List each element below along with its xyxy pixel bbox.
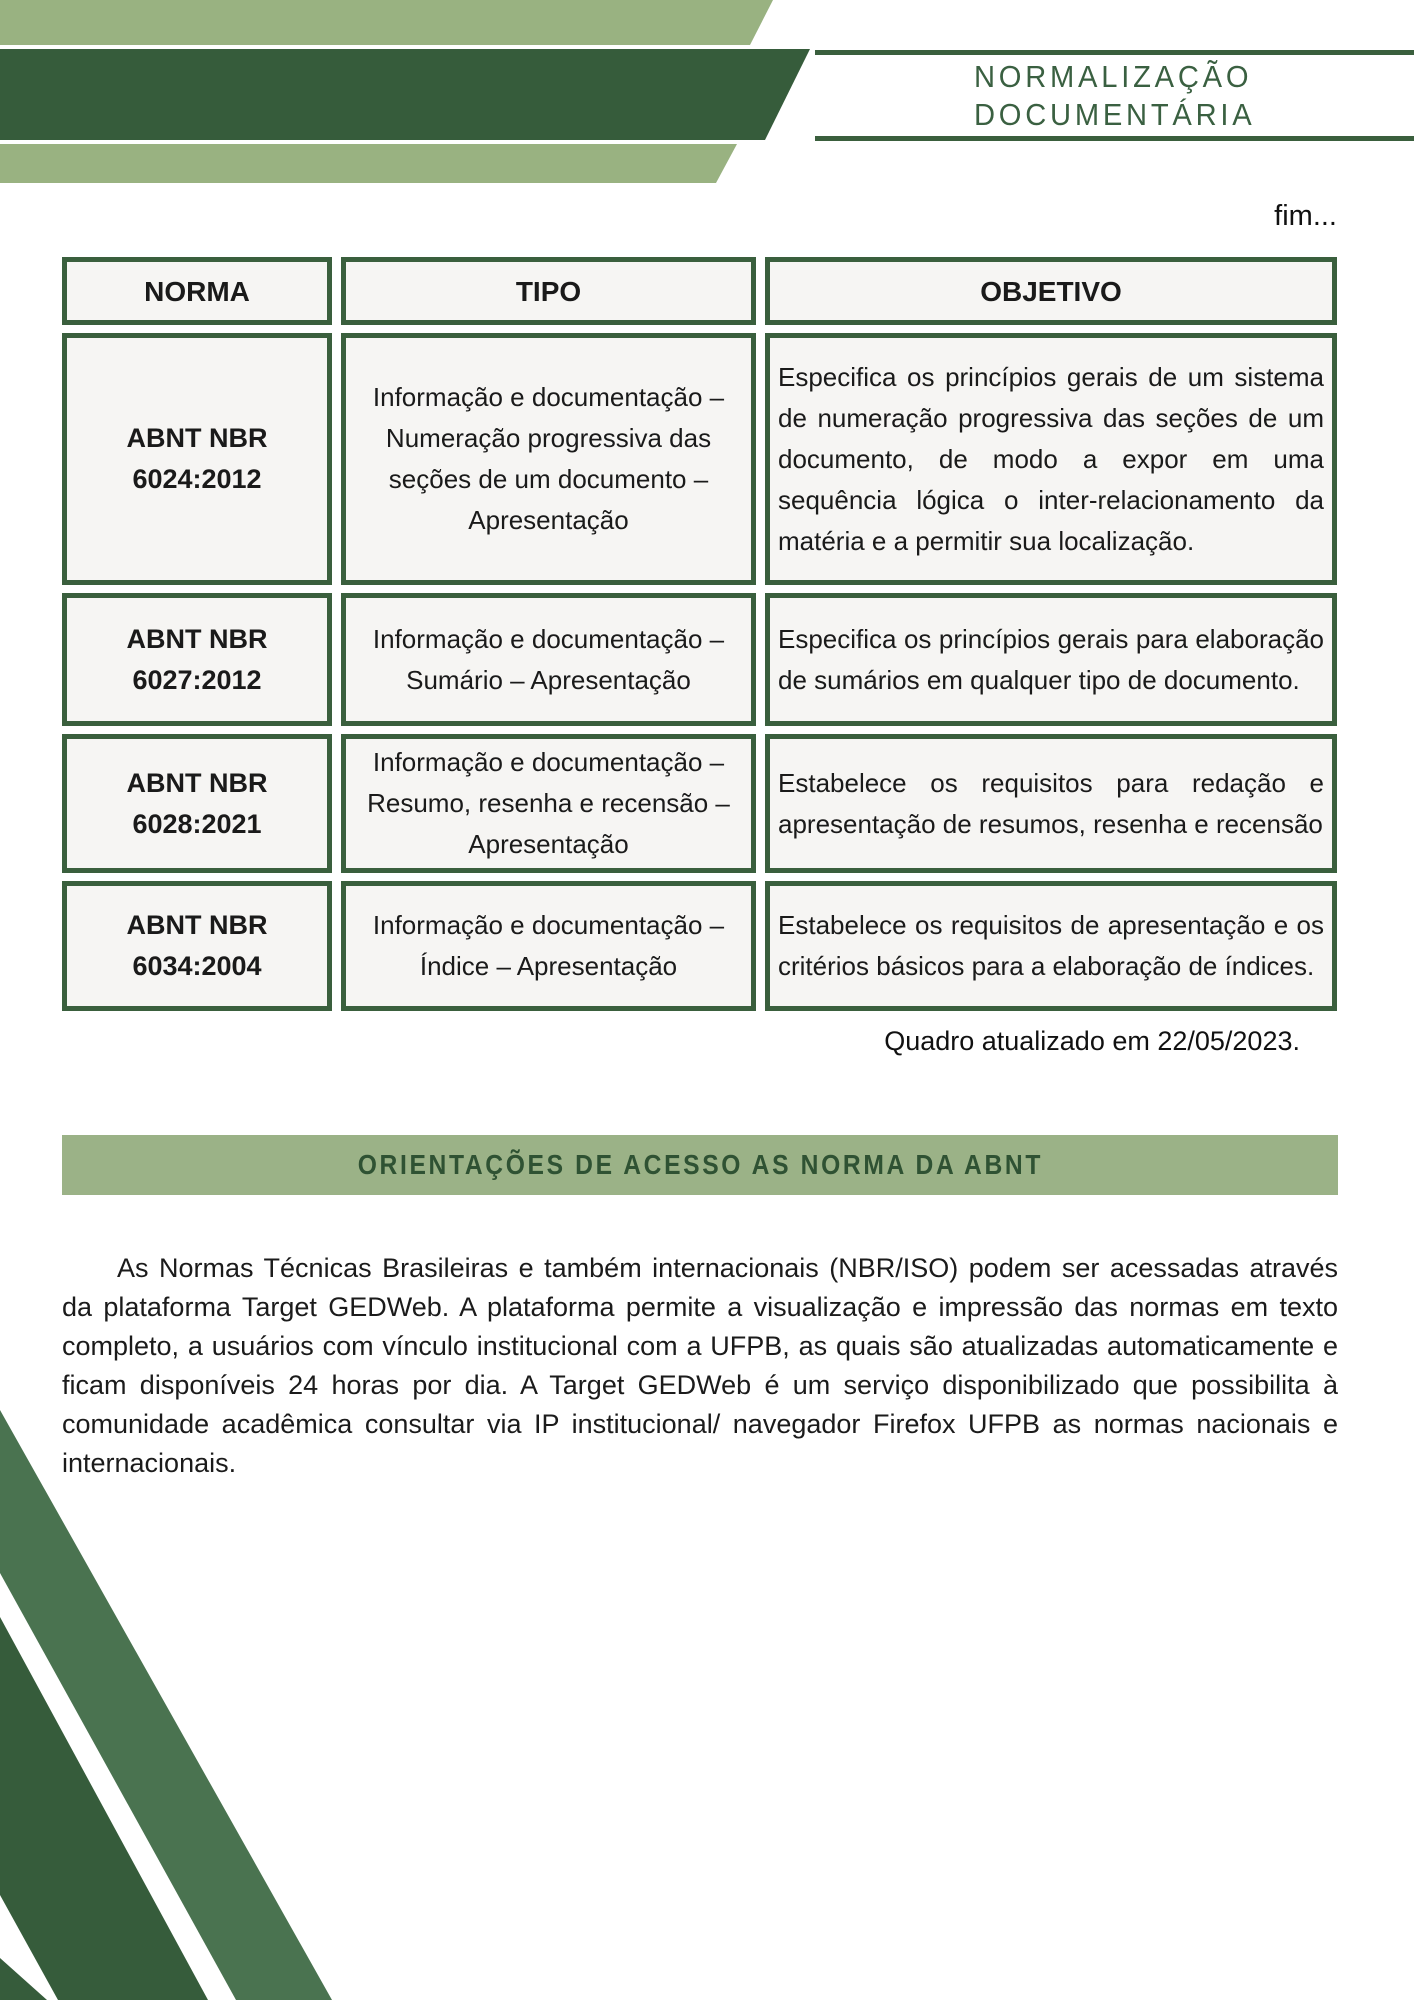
document-title-box xyxy=(815,50,1414,141)
footer-decoration xyxy=(0,1400,700,2000)
tipo-cell: Informação e documentação – Sumário – Apresentação xyxy=(341,593,756,726)
norma-code-line2: 6034:2004 xyxy=(132,951,262,981)
column-header-tipo: TIPO xyxy=(341,257,756,325)
table-row xyxy=(62,734,1337,873)
tipo-cell: Informação e documentação – Índice – Apresentação xyxy=(341,881,756,1011)
column-header-objetivo: OBJETIVO xyxy=(765,257,1337,325)
document-title-line2: DOCUMENTÁRIA xyxy=(973,96,1256,132)
objetivo-cell: Estabelece os requisitos de apresentação e os critérios básicos para a elaboração de índices. xyxy=(765,881,1337,1011)
section-banner xyxy=(62,1135,1338,1195)
norma-code-line1: ABNT NBR xyxy=(126,767,268,798)
norma-code-line1: ABNT NBR xyxy=(126,423,268,453)
section-banner-title: ORIENTAÇÕES DE ACESSO AS NORMA DA ABNT xyxy=(357,1149,1043,1180)
norma-code-line2: 6028:2021 xyxy=(132,808,262,839)
tipo-cell: Informação e documentação – Resumo, resenha e recensão – Apresentação xyxy=(341,734,756,873)
table-header-row xyxy=(62,257,1337,325)
table-row xyxy=(62,333,1337,585)
objetivo-cell: Especifica os princípios gerais de um sistema de numeração progressiva das seções de um documento, de modo a expor em uma sequência lógica o inter-relacionamento da matéria e a permitir sua localização. xyxy=(765,333,1337,585)
header-sage-band-top xyxy=(0,0,773,45)
norma-code-line2: 6024:2012 xyxy=(132,464,262,494)
header-dark-band xyxy=(0,49,810,140)
table-row xyxy=(62,881,1337,1011)
norma-cell xyxy=(62,593,332,726)
norma-cell xyxy=(62,881,332,1011)
objetivo-cell: Especifica os princípios gerais para elaboração de sumários em qualquer tipo de documento. xyxy=(765,593,1337,726)
objetivo-cell: Estabelece os requisitos para redação e apresentação de resumos, resenha e recensão xyxy=(765,734,1337,873)
document-title-line1: NORMALIZAÇÃO xyxy=(973,58,1253,94)
norma-code-line2: 6027:2012 xyxy=(132,664,262,695)
norma-cell xyxy=(62,734,332,873)
column-header-norma: NORMA xyxy=(62,257,332,325)
abnt-norms-table xyxy=(62,257,1337,1011)
body-paragraph: As Normas Técnicas Brasileiras e também internacionais (NBR/ISO) podem ser acessadas através da plataforma Target GEDWeb. A plataforma permite a visualização e impressão das normas em texto completo, a usuários com vínculo institucional com a UFPB, as quais são atualizadas automaticamente e ficam disponíveis 24 horas por dia. A Target GEDWeb é um serviço disponibilizado que possibilita à comunidade acadêmica consultar via IP institucional/ navegador Firefox UFPB as normas nacionais e internacionais. xyxy=(62,1253,1338,1478)
tipo-cell: Informação e documentação – Numeração progressiva das seções de um documento – Apresentação xyxy=(341,333,756,585)
continuation-note: fim... xyxy=(1274,200,1337,232)
norma-code-line1: ABNT NBR xyxy=(126,910,268,940)
table-row xyxy=(62,593,1337,726)
document-title xyxy=(974,58,1255,134)
norma-code-line1: ABNT NBR xyxy=(126,623,268,654)
norma-cell xyxy=(62,333,332,585)
table-caption: Quadro atualizado em 22/05/2023. xyxy=(884,1026,1300,1056)
header-sage-band-bottom xyxy=(0,144,737,183)
